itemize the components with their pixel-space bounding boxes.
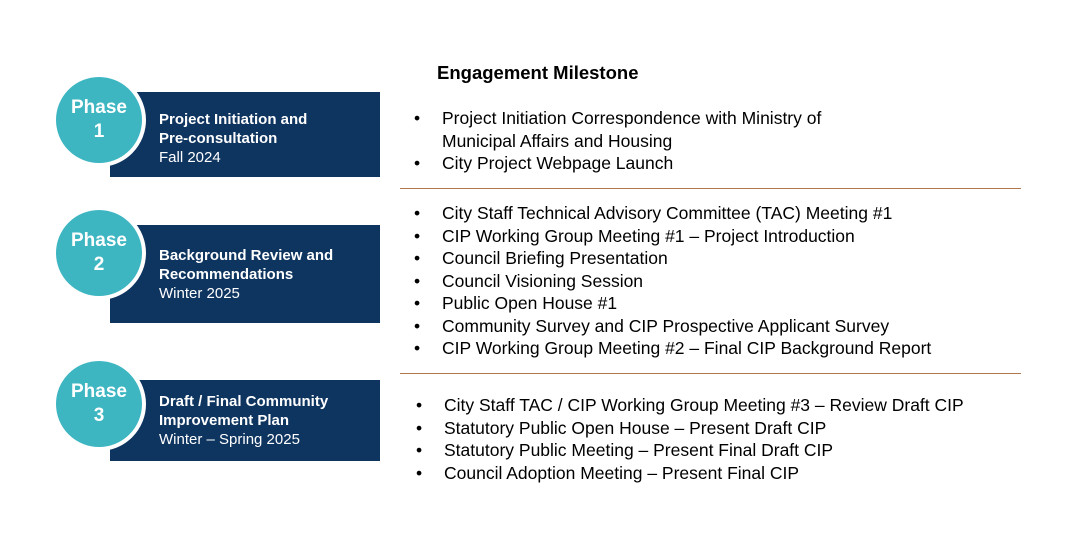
phase-1-title-line1: Project Initiation and bbox=[159, 111, 308, 128]
phase-2-number: 2 bbox=[93, 254, 105, 275]
list-item: • Council Briefing Presentation bbox=[414, 248, 668, 268]
phase-3-number: 3 bbox=[93, 405, 105, 426]
phase-1-number: 1 bbox=[93, 121, 105, 142]
phase-3-milestone-list bbox=[416, 394, 1016, 484]
phase-1-label: Phase bbox=[71, 97, 127, 118]
phase-1-circle bbox=[52, 73, 146, 167]
list-item: • CIP Working Group Meeting #2 – Final CIP Background Report bbox=[414, 338, 932, 358]
phase-2-timing: Winter 2025 bbox=[159, 285, 240, 302]
phase-2-box bbox=[110, 225, 380, 323]
phase-1-timing: Fall 2024 bbox=[159, 149, 221, 166]
list-item: • City Staff TAC / CIP Working Group Meeting #3 – Review Draft CIP bbox=[416, 395, 964, 415]
phase-3-timing: Winter – Spring 2025 bbox=[159, 431, 300, 448]
list-item: • City Project Webpage Launch bbox=[414, 153, 674, 173]
list-item: • Statutory Public Meeting – Present Final Draft CIP bbox=[416, 440, 834, 460]
phase-1-title-line2: Pre-consultation bbox=[159, 130, 278, 147]
engagement-milestone-heading: Engagement Milestone bbox=[437, 62, 639, 83]
phase-2-circle bbox=[52, 206, 146, 300]
phase-2-milestone-list bbox=[414, 202, 1014, 360]
phase-2-title-line2: Recommendations bbox=[159, 266, 294, 283]
list-item: • Community Survey and CIP Prospective Applicant Survey bbox=[414, 315, 890, 336]
phase-2-label: Phase bbox=[71, 230, 127, 251]
list-item: • Council Adoption Meeting – Present Final CIP bbox=[416, 462, 800, 483]
list-item: • CIP Working Group Meeting #1 – Project Introduction bbox=[414, 225, 855, 246]
phase-3-circle bbox=[52, 357, 146, 451]
phase-3-title-line2: Improvement Plan bbox=[159, 412, 290, 429]
list-item: • Statutory Public Open House – Present Draft CIP bbox=[416, 417, 827, 438]
phase-divider-2 bbox=[400, 373, 1021, 374]
list-item: • Council Visioning Session bbox=[414, 270, 644, 291]
phase-3-title-line1: Draft / Final Community bbox=[159, 393, 329, 410]
list-item: • Public Open House #1 bbox=[414, 293, 618, 313]
phase-1-box bbox=[110, 92, 380, 177]
phase-divider-1 bbox=[400, 188, 1021, 189]
list-item: • Project Initiation Correspondence with Ministry of Municipal Affairs and Housing bbox=[414, 108, 822, 151]
phase-1-milestone-list bbox=[414, 107, 874, 175]
phase-3-box bbox=[110, 380, 380, 461]
phase-2-title-line1: Background Review and bbox=[159, 247, 334, 264]
phase-3-label: Phase bbox=[71, 381, 127, 402]
list-item: • City Staff Technical Advisory Committee (TAC) Meeting #1 bbox=[414, 203, 893, 223]
